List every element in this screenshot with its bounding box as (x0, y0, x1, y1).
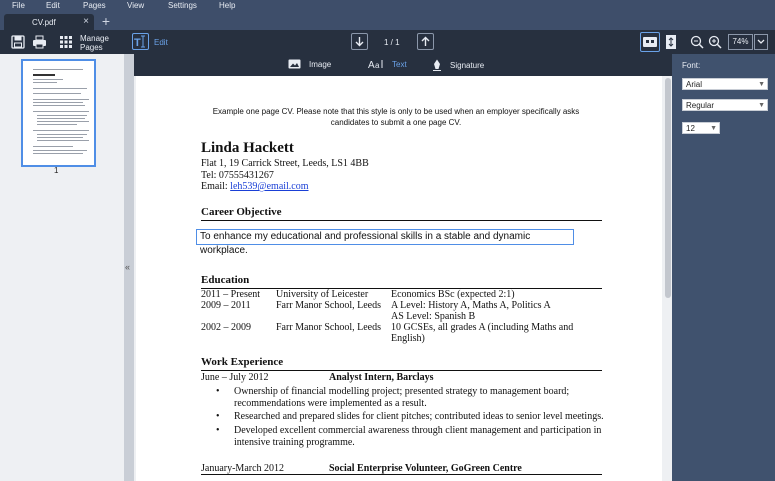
mode-image[interactable] (288, 59, 331, 69)
job-period[interactable]: June – July 2012 (201, 372, 269, 383)
edu-period[interactable]: 2011 – Present (201, 289, 261, 300)
pen-icon (432, 59, 442, 71)
page-fit-icon[interactable] (664, 33, 678, 51)
menu-help[interactable]: Help (219, 1, 236, 10)
print-icon[interactable] (31, 33, 47, 51)
font-style-value: Regular (686, 101, 715, 110)
svg-text:T: T (134, 37, 141, 49)
edu-detail[interactable]: 10 GCSEs, all grades A (including Maths and (391, 322, 574, 333)
job-title[interactable]: Social Enterprise Volunteer, GoGreen Centre (329, 463, 522, 474)
edu-school[interactable]: Farr Manor School, Leeds (276, 322, 381, 333)
mode-text[interactable] (368, 59, 407, 69)
tab-cv-pdf[interactable] (4, 14, 94, 30)
font-size-value: 12 (686, 124, 695, 133)
zoom-out-icon[interactable] (690, 33, 704, 51)
tab-title: CV.pdf (32, 18, 56, 27)
next-page-icon[interactable] (351, 33, 368, 50)
grid-icon[interactable] (58, 33, 74, 51)
career-heading[interactable]: Career Objective (201, 206, 282, 218)
svg-text:a: a (375, 61, 380, 69)
edit-mode-bar (134, 54, 672, 76)
view-mode-icon[interactable] (640, 32, 660, 52)
cv-name[interactable]: Linda Hackett (201, 140, 294, 156)
text-icon (368, 59, 384, 69)
tab-bar (0, 12, 775, 30)
font-family-select[interactable] (682, 78, 768, 90)
divider (201, 370, 602, 371)
edu-detail[interactable]: Economics BSc (expected 2:1) (391, 289, 515, 300)
edu-detail[interactable]: AS Level: Spanish B (391, 311, 476, 322)
edu-period[interactable]: 2002 – 2009 (201, 322, 251, 333)
add-tab-button[interactable]: + (101, 13, 111, 29)
cv-tel[interactable]: Tel: 07555431267 (201, 170, 274, 181)
pdf-page: Example one page CV. Please note that this style is only to be used when an employer specifically asks candidates to submit a one page CV. Linda Hackett Flat 1, 19 Carrick Street, Leeds, LS1 4BB Tel: 07555431267 Email: leh539@email.com Career Objective To enhance my educational and professional skills in a stable and dynamic workplace. Education 2011 – Present University of Leicester Economics BSc (expected 2:1) 2009 – 2011 Farr Manor School, Leeds A Level: History A, Maths A, Politics A AS Level: Spanish B 2002 – 2009 Farr Manor School, Leeds 10 GCSEs, all grades A (including Maths and English) Work Experience June – July 2012 Analyst Intern, Barclays • Ownership of financial modelling project; presented strategy to management board; recommendations were implemented as a result. • Researched and prepared slides for client pitches; contributed ideas to senior level meetings. • Developed excellent commercial awareness through client management and participation in intensive training programme. January-March 2012 Social Enterprise Volunteer, GoGreen Centre (136, 76, 662, 481)
divider (201, 220, 602, 221)
menu-bar (0, 0, 775, 12)
cv-address[interactable]: Flat 1, 19 Carrick Street, Leeds, LS1 4BB (201, 158, 369, 169)
menu-settings[interactable]: Settings (168, 1, 197, 10)
zoom-level[interactable]: 74% (728, 34, 753, 50)
font-family-value: Arial (686, 80, 703, 89)
chevron-down-icon[interactable] (754, 34, 768, 50)
job-title[interactable]: Analyst Intern, Barclays (329, 372, 434, 383)
page-thumbnails-panel (0, 54, 124, 481)
image-icon (288, 59, 301, 69)
font-style-select[interactable] (682, 99, 768, 111)
education-heading[interactable]: Education (201, 274, 250, 286)
font-properties-panel (672, 54, 775, 481)
page-indicator: 1 / 1 (384, 38, 400, 47)
font-label: Font: (682, 61, 701, 70)
job-period[interactable]: January-March 2012 (201, 463, 285, 474)
edu-detail[interactable]: A Level: History A, Maths A, Politics A (391, 300, 551, 311)
mode-signature[interactable] (432, 59, 484, 71)
mode-text-label: Text (392, 59, 407, 69)
menu-view[interactable]: View (127, 1, 145, 10)
work-heading[interactable]: Work Experience (201, 356, 284, 368)
chevron-down-icon: ▼ (710, 125, 717, 132)
prev-page-icon[interactable] (417, 33, 434, 50)
edit-text-icon[interactable] (132, 33, 149, 50)
close-icon[interactable]: × (83, 16, 89, 27)
cv-note[interactable]: Example one page CV. Please note that this style is only to be used when an employer specifically asks candidates to submit a one page CV. (212, 107, 580, 127)
scrollbar-thumb[interactable] (665, 78, 671, 298)
email-label: Email: (201, 181, 231, 192)
edu-school[interactable]: University of Leicester (276, 289, 369, 300)
cv-email[interactable] (201, 181, 309, 192)
edu-school[interactable]: Farr Manor School, Leeds (276, 300, 381, 311)
chevron-down-icon: ▼ (758, 81, 765, 88)
email-link[interactable]: leh539@email.com (230, 181, 309, 192)
divider (201, 474, 602, 475)
edit-label[interactable]: Edit (154, 38, 168, 47)
toolbar (0, 30, 775, 54)
vertical-scrollbar[interactable] (664, 76, 672, 481)
document-viewport (134, 76, 672, 481)
edu-detail[interactable]: English) (391, 333, 425, 344)
svg-text:A: A (368, 60, 375, 69)
edu-period[interactable]: 2009 – 2011 (201, 300, 251, 311)
zoom-in-icon[interactable] (708, 33, 722, 51)
page-thumbnail[interactable] (21, 59, 96, 167)
menu-pages[interactable]: Pages (83, 1, 106, 10)
mode-image-label: Image (309, 59, 332, 69)
collapse-sidebar-button[interactable] (124, 54, 134, 481)
objective-text-box[interactable]: To enhance my educational and professional skills in a stable and dynamic workplace. (196, 229, 574, 245)
menu-edit[interactable]: Edit (46, 1, 60, 10)
collapse-icon: « (125, 262, 131, 272)
save-icon[interactable] (10, 33, 26, 51)
page-number-label: 1 (54, 166, 59, 175)
mode-signature-label: Signature (450, 60, 485, 70)
chevron-down-icon: ▼ (758, 102, 765, 109)
manage-pages-button[interactable]: Manage Pages (80, 34, 109, 52)
menu-file[interactable]: File (12, 1, 25, 10)
font-size-select[interactable] (682, 122, 720, 134)
